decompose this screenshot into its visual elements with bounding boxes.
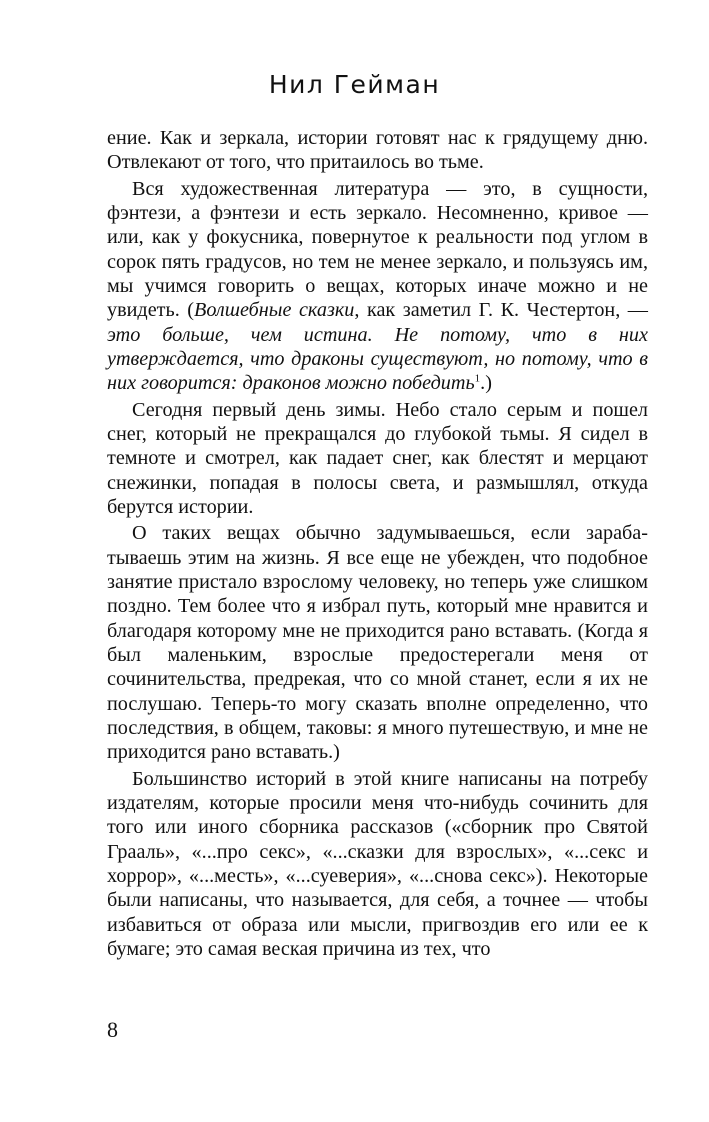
running-header: Нил Гейман [268, 70, 441, 99]
paragraph-2-text-3: .) [480, 372, 492, 395]
paragraph-2-text-2: , как заметил Г. К. Честертон, — [354, 299, 648, 322]
paragraph-2-text-1: Вся художественная литература — это, в сущности, фэнтези, а фэнтези и есть зеркало. Несомненно, кривое — или, как у фокусника, повернутое к реальности под углом в сорок пять градусов, но тем не менее зеркало, и пользуясь им, мы учимся говорить о вещах, которых иначе можно и не увидеть. ( [107, 177, 648, 322]
paragraph-2-italic-quote: это больше, чем истина. Не потому, что в них утверждается, что драконы существуют, но потому, что в них говорится: драконов можно победить [107, 323, 648, 395]
paragraph-3: Сегодня первый день зимы. Небо стало серым и пошел снег, который не прекращался до глубокой тьмы. Я сидел в темноте и смотрел, как падает снег, как блестят и мерцают снежинки, попадая в полосы света, и размышлял, откуда берутся истории. [107, 398, 648, 518]
footnote-mark: 1 [474, 372, 481, 385]
paragraph-1: ение. Как и зеркала, истории готовят нас к грядущему дню. Отвлекают от того, что притаилось во тьме. [107, 127, 648, 174]
page-number: 8 [107, 1017, 118, 1042]
paragraph-4: О таких вещах обычно задумываешься, если зарабатываешь этим на жизнь. Я все еще не убежден, что подобное занятие пристало взрослому человеку, но теперь уже слишком поздно. Тем более что я избрал путь, который мне нравится и благодаря которому мне не приходится рано вставать. (Когда я был маленьким, взрослые предостерегали меня от сочинительства, предрекая, что со мной станет, если я их не послушаю. Теперь-то могу сказать вполне определенно, что последствия, в общем, таковы: я много путешествую, и мне не приходится рано вставать.) [107, 522, 648, 764]
paragraph-2-italic-title: Волшебные сказки [193, 299, 355, 322]
paragraph-2 [107, 177, 648, 396]
body-text [107, 126, 648, 963]
paragraph-5: Большинство историй в этой книге написаны на потребу издателям, которые просили меня что-нибудь сочинить для того или иного сборника рассказов («сборник про Святой Грааль», «...про секс», «...сказки для взрослых», «...секс и хоррор», «...месть», «...суеверия», «...снова секс»). Некоторые были написаны, что называется, для себя, а точнее — чтобы избавиться от образа или мысли, пригвоздив его или ее к бумаге; это самая веская причина из тех, что [107, 767, 648, 960]
